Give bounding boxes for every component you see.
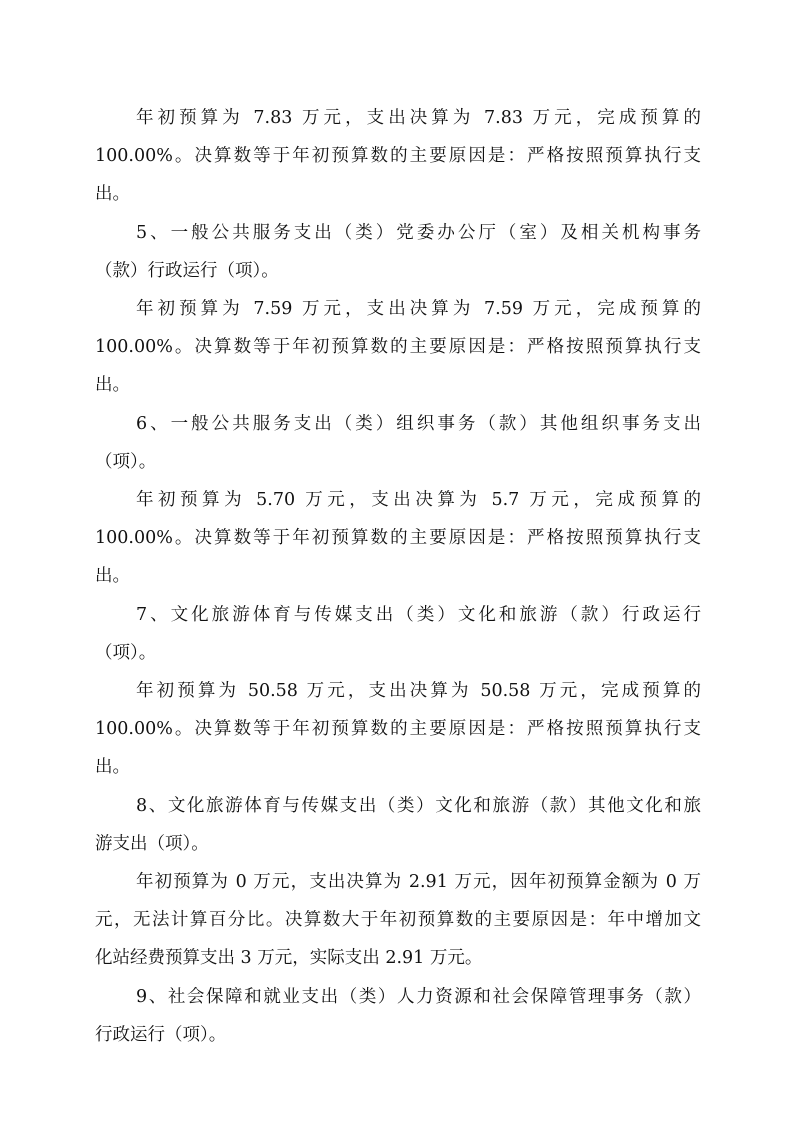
heading-item8-line1: 8、文化旅游体育与传媒支出（类）文化和旅游（款）其他文化和旅 bbox=[136, 795, 701, 816]
para-item5-budget-line2: 100.00%。决算数等于年初预算数的主要原因是：严格按照预算执行支 bbox=[95, 337, 701, 358]
para-item8-budget-line1: 年初预算为 0 万元，支出决算为 2.91 万元，因年初预算金额为 0 万 bbox=[136, 872, 701, 892]
heading-item7-line1: 7、文化旅游体育与传媒支出（类）文化和旅游（款）行政运行 bbox=[136, 604, 701, 625]
heading-item5-line1: 5、一般公共服务支出（类）党委办公厅（室）及相关机构事务 bbox=[136, 222, 701, 243]
heading-item9-line1: 9、社会保障和就业支出（类）人力资源和社会保障管理事务（款） bbox=[136, 986, 701, 1007]
heading-item9-line2: 行政运行（项）。 bbox=[95, 1024, 227, 1045]
para-item4-budget-line3: 出。 bbox=[95, 184, 130, 205]
para-item7-budget-line3: 出。 bbox=[95, 757, 130, 778]
para-item6-budget-line3: 出。 bbox=[95, 566, 130, 587]
para-item8-budget-line3: 化站经费预算支出 3 万元，实际支出 2.91 万元。 bbox=[95, 948, 483, 969]
heading-item7-line2: （项）。 bbox=[95, 642, 157, 663]
para-item7-budget-line2: 100.00%。决算数等于年初预算数的主要原因是：严格按照预算执行支 bbox=[95, 719, 701, 740]
heading-item6-line2: （项）。 bbox=[95, 451, 157, 472]
heading-item5-line2: （款）行政运行（项）。 bbox=[95, 260, 279, 281]
para-item8-budget-line2: 元，无法计算百分比。决算数大于年初预算数的主要原因是：年中增加文 bbox=[95, 910, 701, 931]
heading-item8-line2: 游支出（项）。 bbox=[95, 833, 209, 854]
heading-item6-line1: 6、一般公共服务支出（类）组织事务（款）其他组织事务支出 bbox=[136, 413, 701, 434]
para-item5-budget-line1: 年初预算为 7.59 万元，支出决算为 7.59 万元，完成预算的 bbox=[136, 299, 701, 319]
para-item6-budget-line2: 100.00%。决算数等于年初预算数的主要原因是：严格按照预算执行支 bbox=[95, 528, 701, 549]
para-item4-budget-line2: 100.00%。决算数等于年初预算数的主要原因是：严格按照预算执行支 bbox=[95, 146, 701, 167]
para-item6-budget-line1: 年初预算为 5.70 万元，支出决算为 5.7 万元，完成预算的 bbox=[136, 490, 701, 510]
para-item5-budget-line3: 出。 bbox=[95, 375, 130, 396]
para-item4-budget-line1: 年初预算为 7.83 万元，支出决算为 7.83 万元，完成预算的 bbox=[136, 108, 701, 128]
para-item7-budget-line1: 年初预算为 50.58 万元，支出决算为 50.58 万元，完成预算的 bbox=[136, 681, 701, 701]
